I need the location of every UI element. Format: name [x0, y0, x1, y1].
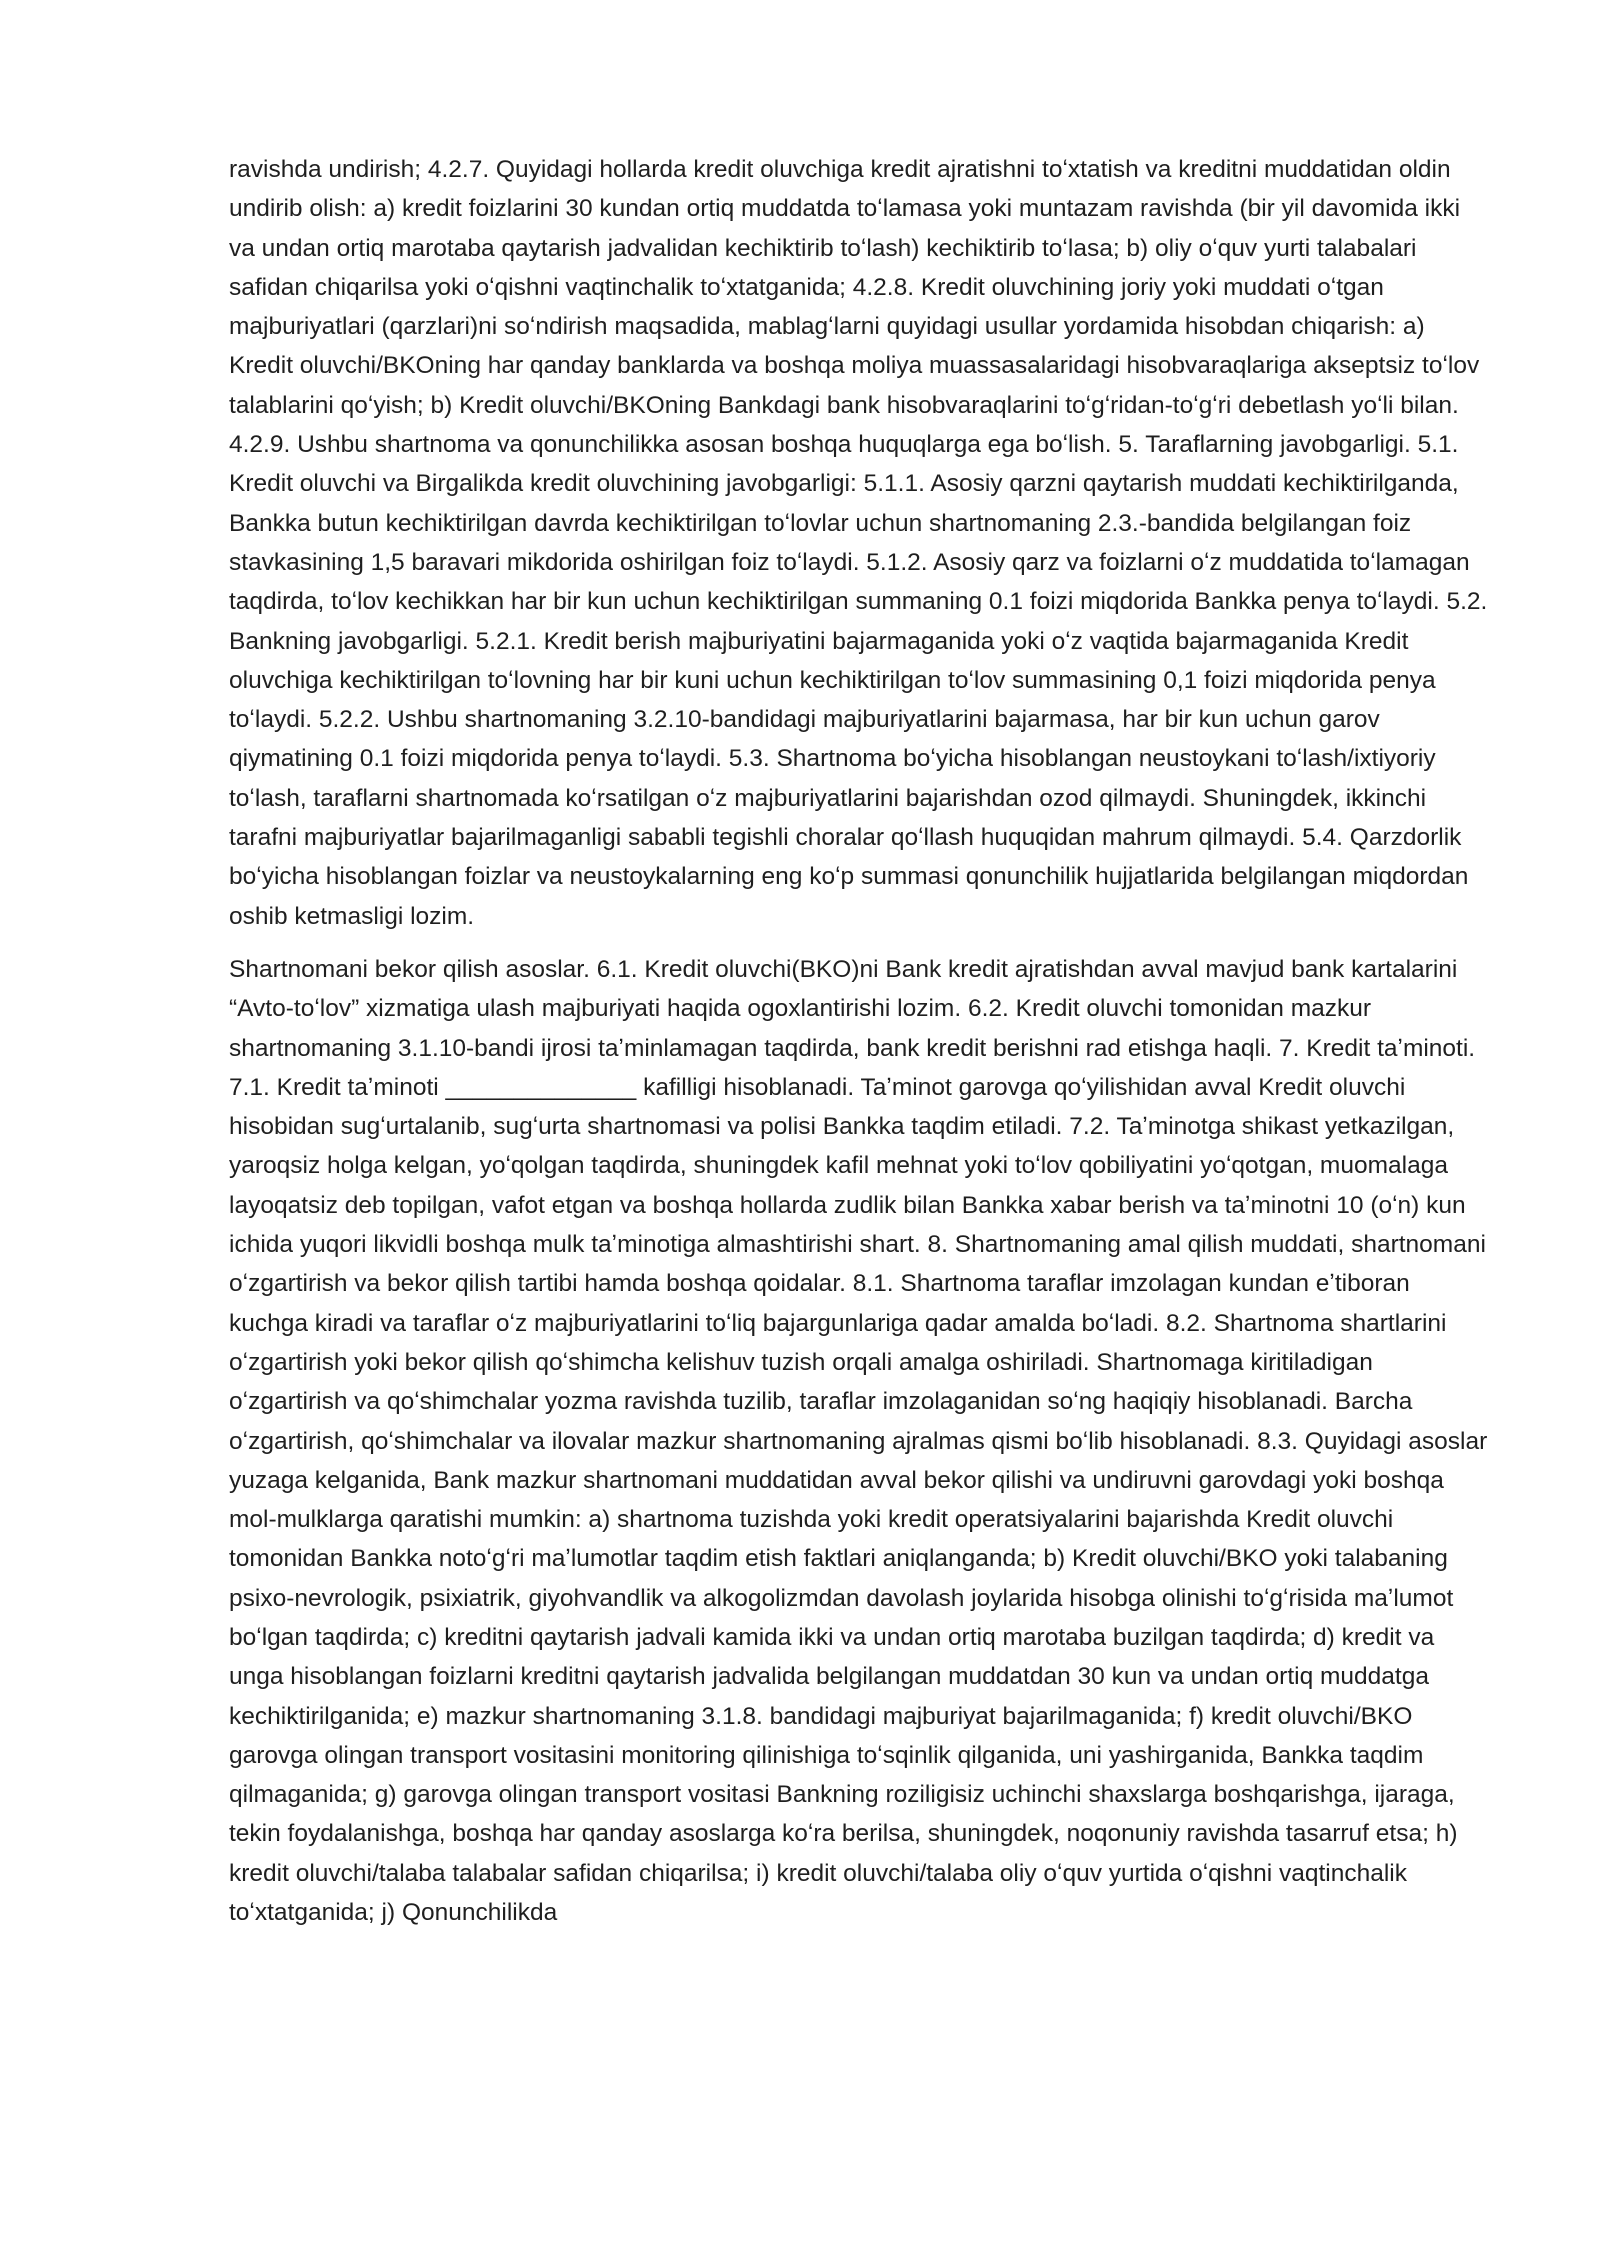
- paragraph-2: Shartnomani bekor qilish asoslar. 6.1. Kredit oluvchi(BKO)ni Bank kredit ajratishdan avval mavjud bank kartalarini “Avto-toʻlov” xizmatiga ulash majburiyati haqida ogoxlantirishi lozim. 6.2. Kredit oluvchi tomonidan mazkur shartnomaning 3.1.10-bandi ijrosi taʼminlamagan taqdirda, bank kredit berishni rad etishga haqli. 7. Kredit taʼminoti. 7.1. Kredit taʼminoti ______________ kafilligi hisoblanadi. Taʼminot garovga qoʻyilishidan avval Kredit oluvchi hisobidan sugʻurtalanib, sugʻurta shartnomasi va polisi Bankka taqdim etiladi. 7.2. Taʼminotga shikast yetkazilgan, yaroqsiz holga kelgan, yoʻqolgan taqdirda, shuningdek kafil mehnat yoki toʻlov qobiliyatini yoʻqotgan, muomalaga layoqatsiz deb topilgan, vafot etgan va boshqa hollarda zudlik bilan Bankka xabar berish va taʼminotni 10 (oʻn) kun ichida yuqori likvidli boshqa mulk taʼminotiga almashtirishi shart. 8. Shartnomaning amal qilish muddati, shartnomani oʻzgartirish va bekor qilish tartibi hamda boshqa qoidalar. 8.1. Shartnoma taraflar imzolagan kundan eʼtiboran kuchga kiradi va taraflar oʻz majburiyatlarini toʻliq bajargunlariga qadar amalda boʻladi. 8.2. Shartnoma shartlarini oʻzgartirish yoki bekor qilish qoʻshimcha kelishuv tuzish orqali amalga oshiriladi. Shartnomaga kiritiladigan oʻzgartirish va qoʻshimchalar yozma ravishda tuzilib, taraflar imzolaganidan soʻng haqiqiy hisoblanadi. Barcha oʻzgartirish, qoʻshimchalar va ilovalar mazkur shartnomaning ajralmas qismi boʻlib hisoblanadi. 8.3. Quyidagi asoslar yuzaga kelganida, Bank mazkur shartnomani muddatidan avval bekor qilishi va undiruvni garovdagi yoki boshqa mol-mulklarga qaratishi mumkin: a) shartnoma tuzishda yoki kredit operatsiyalarini bajarishda Kredit oluvchi tomonidan Bankka notoʻgʻri maʼlumotlar taqdim etish faktlari aniqlanganda; b) Kredit oluvchi/BKO yoki talabaning psixo-nevrologik, psixiatrik, giyohvandlik va alkogolizmdan davolash joylarida hisobga olinishi toʻgʻrisida maʼlumot boʻlgan taqdirda; c) kreditni qaytarish jadvali kamida ikki va undan ortiq marotaba buzilgan taqdirda; d) kredit va unga hisoblangan foizlarni kreditni qaytarish jadvalida belgilangan muddatdan 30 kun va undan ortiq muddatga kechiktirilganida; e) mazkur shartnomaning 3.1.8. bandidagi majburiyat bajarilmaganida; f) kredit oluvchi/BKO garovga olingan transport vositasini monitoring qilinishiga toʻsqinlik qilganida, uni yashirganida, Bankka taqdim qilmaganida; g) garovga olingan transport vositasi Bankning roziligisiz uchinchi shaxslarga boshqarishga, ijaraga, tekin foydalanishga, boshqa har qanday asoslarga koʻra berilsa, shuningdek, noqonuniy ravishda tasarruf etsa; h) kredit oluvchi/talaba talabalar safidan chiqarilsa; i) kredit oluvchi/talaba oliy oʻquv yurtida oʻqishni vaqtinchalik toʻxtatganida; j) Qonunchilikda: [229, 955, 1488, 1927]
- paragraph-1: ravishda undirish; 4.2.7. Quyidagi hollarda kredit oluvchiga kredit ajratishni toʻxtatish va kreditni muddatidan oldin undirib olish: a) kredit foizlarini 30 kundan ortiq muddatda toʻlamasa yoki muntazam ravishda (bir yil davomida ikki va undan ortiq marotaba qaytarish jadvalidan kechiktirib toʻlash) kechiktirib toʻlasa; b) oliy oʻquv yurti talabalari safidan chiqarilsa yoki oʻqishni vaqtinchalik toʻxtatganida; 4.2.8. Kredit oluvchining joriy yoki muddati oʻtgan majburiyatlari (qarzlari)ni soʻndirish maqsadida, mablagʻlarni quyidagi usullar yordamida hisobdan chiqarish: a) Kredit oluvchi/BKOning har qanday banklarda va boshqa moliya muassasalaridagi hisobvaraqlariga akseptsiz toʻlov talablarini qoʻyish; b) Kredit oluvchi/BKOning Bankdagi bank hisobvaraqlarini toʻgʻridan-toʻgʻri debetlash yoʻli bilan. 4.2.9. Ushbu shartnoma va qonunchilikka asosan boshqa huquqlarga ega boʻlish. 5. Taraflarning javobgarligi. 5.1. Kredit oluvchi va Birgalikda kredit oluvchining javobgarligi: 5.1.1. Asosiy qarzni qaytarish muddati kechiktirilganda, Bankka butun kechiktirilgan davrda kechiktirilgan toʻlovlar uchun shartnomaning 2.3.-bandida belgilangan foiz stavkasining 1,5 baravari mikdorida oshirilgan foiz toʻlaydi. 5.1.2. Asosiy qarz va foizlarni oʻz muddatida toʻlamagan taqdirda, toʻlov kechikkan har bir kun uchun kechiktirilgan summaning 0.1 foizi miqdorida Bankka penya toʻlaydi. 5.2. Bankning javobgarligi. 5.2.1. Kredit berish majburiyatini bajarmaganida yoki oʻz vaqtida bajarmaganida Kredit oluvchiga kechiktirilgan toʻlovning har bir kuni uchun kechiktirilgan toʻlov summasining 0,1 foizi miqdorida penya toʻlaydi. 5.2.2. Ushbu shartnomaning 3.2.10-bandidagi majburiyatlarini bajarmasa, har bir kun uchun garov qiymatining 0.1 foizi miqdorida penya toʻlaydi. 5.3. Shartnoma boʻyicha hisoblangan neustoykani toʻlash/ixtiyoriy toʻlash, taraflarni shartnomada koʻrsatilgan oʻz majburiyatlarini bajarishdan ozod qilmaydi. Shuningdek, ikkinchi tarafni majburiyatlar bajarilmaganligi sababli tegishli choralar qoʻllash huquqidan mahrum qilmaydi. 5.4. Qarzdorlik boʻyicha hisoblangan foizlar va neustoykalarning eng koʻp summasi qonunchilik hujjatlarida belgilangan miqdordan oshib ketmasligi lozim.: [229, 156, 1488, 930]
- document-page: [229, 150, 1491, 1932]
